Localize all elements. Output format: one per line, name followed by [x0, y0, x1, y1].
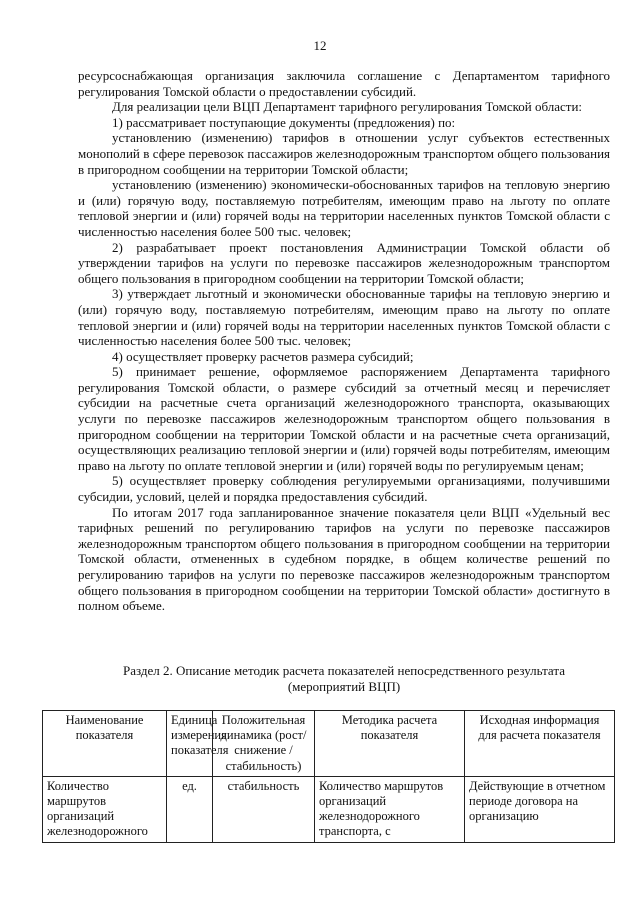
- table-row: [43, 776, 615, 842]
- header-source-info: Исходная информация для расчета показателя: [465, 711, 615, 777]
- paragraph-subitem-rail-tariffs: установлению (изменению) тарифов в отношении услуг субъектов естественных монополий в сфере перевозок пассажиров железнодорожным транспортом общего пользования в пригородном сообщении на территории Томской области;: [78, 130, 610, 177]
- paragraph-results-2017: По итогам 2017 года запланированное значение показателя цели ВЦП «Удельный вес тарифных решений по регулированию тарифов на услуги по перевозке пассажиров железнодорожным транспортом общего пользования в пригородном сообщении на территории Томской области, отмененных в судебном порядке, в общем количестве решений по регулированию тарифов на услуги по перевозке пассажиров железнодорожным транспортом общего пользования в пригородном сообщении на территории Томской области» достигнуто в полном объеме.: [78, 504, 610, 614]
- paragraph-subitem-heat-tariffs: установлению (изменению) экономически-обоснованных тарифов на тепловую энергию и (или) горячую воду, поставляемую потребителям, имеющим право на льготу по оплате тепловой энергии и (или) горячей воды на территории населенных пунктов Томской области с численностью населения более 500 тыс. человек;: [78, 177, 610, 239]
- cell-dynamics: стабильность: [213, 776, 315, 842]
- header-indicator-name: Наименование показателя: [43, 711, 167, 777]
- paragraph-item-5b: 5) осуществляет проверку соблюдения регулируемыми организациями, получившими субсидии, условий, целей и порядка предоставления субсидий.: [78, 473, 610, 505]
- paragraph-item-1: 1) рассматривает поступающие документы (предложения) по:: [112, 114, 456, 130]
- cell-methodology: Количество маршрутов организаций железнодорожного транспорта, с: [315, 776, 465, 842]
- paragraph-continuation: ресурсоснабжающая организация заключила соглашение с Департаментом тарифного регулирования Томской области о предоставлении субсидий.: [78, 68, 610, 99]
- paragraph-item-5a: 5) принимает решение, оформляемое распоряжением Департамента тарифного регулирования Томской области, о размере субсидий за отчетный месяц и перечисляет субсидии на расчетные счета организаций железнодорожного транспорта, оказывающих услуги по перевозке пассажиров железнодорожным транспортом общего пользования в пригородном сообщении на территории Томской области и на расчетные счета организаций, осуществляющих реализацию тепловой энергии и (или) горячей воды потребителям, имеющим право на льготу по оплате тепловой энергии и (или) горячей воды по регулируемым ценам;: [78, 364, 610, 473]
- methods-table: [42, 710, 615, 843]
- table-header-row: [43, 711, 615, 777]
- cell-source-info: Действующие в отчетном периоде договора на организацию: [465, 776, 615, 842]
- paragraph-item-3: 3) утверждает льготный и экономически обоснованные тарифы на тепловую энергию и (или) горячую воду, поставляемую потребителям, имеющим право на льготу по оплате тепловой энергии и (или) горячей воды на территории населенных пунктов Томской области с численностью населения более 500 тыс. человек;: [78, 286, 610, 349]
- body-text: [78, 68, 610, 614]
- header-positive-dynamics: Положительная динамика (рост/снижение /стабильность): [213, 711, 315, 777]
- cell-indicator-name: Количество маршрутов организаций железнодорожного: [43, 776, 167, 842]
- section-title: [78, 663, 610, 695]
- page-number: 12: [313, 38, 327, 53]
- cell-unit: ед.: [167, 776, 213, 842]
- header-unit: Единица измерения показателя: [167, 711, 213, 777]
- section-title-line-1: Раздел 2. Описание методик расчета показателей непосредственного результата: [123, 663, 565, 678]
- paragraph-goal-intro: Для реализации цели ВЦП Департамент тарифного регулирования Томской области:: [112, 99, 583, 115]
- header-methodology: Методика расчета показателя: [315, 711, 465, 777]
- paragraph-item-4: 4) осуществляет проверку расчетов размера субсидий;: [112, 348, 414, 364]
- section-title-line-2: (мероприятий ВЦП): [287, 679, 401, 694]
- paragraph-item-2: 2) разрабатывает проект постановления Администрации Томской области об утверждении тарифов на услуги по перевозке пассажиров железнодорожным транспортом общего пользования в пригородном сообщении на территории Томской области;: [78, 239, 610, 286]
